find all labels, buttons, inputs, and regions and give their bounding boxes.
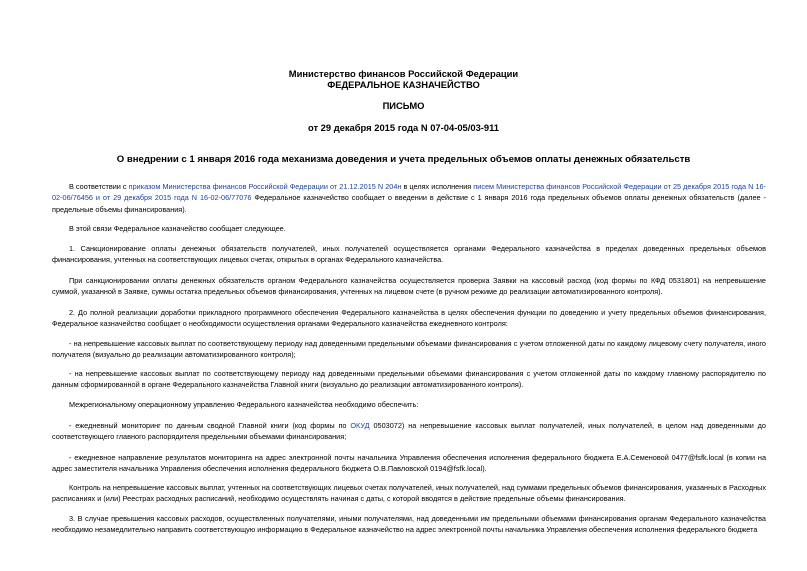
paragraph-text: - ежедневный мониторинг по данным сводной Главной книги (код формы по: [69, 421, 351, 430]
paragraph-text: В соответствии с: [69, 182, 129, 191]
paragraph-8: Межрегиональному операционному управлению Федерального казначейства необходимо обеспечить:: [69, 400, 419, 409]
okud-link[interactable]: ОКУД: [350, 421, 370, 430]
paragraph-text: в целях исполнения: [401, 182, 474, 191]
doc-date-number: от 29 декабря 2015 года N 07-04-05/03-911: [307, 122, 500, 133]
paragraph-12: 3. В случае превышения кассовых расходов, осуществленных получателями, иными получателями, над доведенными им предельными объемами финансирования органам Федерального казначейства необходимо незамедлительно направить соответствующую информацию в Федеральное казначейство на адрес электронной почты начальника Управления обеспечения исполнения федерального бюджета: [52, 514, 766, 535]
paragraph-7: - на непревышение кассовых выплат по соответствующему периоду над доведенными предельными объемами финансирования с учетом отложенной даты по каждому главному распорядителю по данным сформированной в органе Федерального казначейства Главной книги (визуально до реализации автоматизированного контроля).: [52, 369, 766, 390]
paragraph-text: 0503072) на непревышение кассовых выплат получателей, иных получателей, в целом над доведенными до соответствующего главного распорядителя предельными объемами финансирования;: [52, 421, 766, 442]
paragraph-5: 2. До полной реализации доработки прикладного программного обеспечения Федерального казначейства в целях обеспечения функции по доведению и учету предельных объемов финансирования, Федеральное казначейство сообщает о необходимости осуществления органами Федерального казначейства ежедневного контроля:: [52, 308, 766, 329]
paragraph-4: При санкционировании оплаты денежных обязательств органом Федерального казначейства осуществляется проверка Заявки на кассовый расход (код формы по КФД 0531801) на непревышение суммой, указанной в Заявке, суммы остатка предельных объемов финансирования, учтенных на лицевом счете (в ручном режиме до реализации автоматизированного контроля).: [52, 276, 766, 297]
ministry-letters-link[interactable]: писем Министерства финансов Российской Федерации от 25 декабря 2015 года N 16-02-06/76456 и от 29 декабря 2015 года N 16-02-06/77076: [52, 182, 766, 203]
paragraph-3: 1. Санкционирование оплаты денежных обязательств получателей, иных получателей осуществляется органами Федерального казначейства в пределах доведенных предельных объемов финансирования, учтенных на соответствующих лицевых счетах, открытых в органах Федерального казначейства.: [52, 244, 766, 265]
paragraph-2: В этой связи Федеральное казначейство сообщает следующее.: [69, 224, 286, 233]
paragraph-10: - ежедневное направление результатов мониторинга на адрес электронной почты начальника Управления обеспечения исполнения федерального бюджета Е.А.Семеновой 0477@fsfk.local (в копии на адрес заместителя начальника Управления обеспечения исполнения федерального бюджета О.В.Павловской 0194@fsfk.local).: [52, 453, 766, 474]
paragraph-text: Федеральное казначейство сообщает о введении в действие с 1 января 2016 года предельных объемов оплаты денежных обязательств (далее - предельные объемы финансирования).: [52, 193, 766, 214]
paragraph-6: - на непревышение кассовых выплат по соответствующему периоду над доведенными предельными объемами финансирования с учетом отложенной даты по каждому лицевому счету получателя, иного получателя (визуально до реализации автоматизированного контроля);: [52, 339, 766, 360]
agency-name: ФЕДЕРАЛЬНОЕ КАЗНАЧЕЙСТВО: [327, 79, 480, 90]
order-204n-link[interactable]: приказом Министерства финансов Российской Федерации от 21.12.2015 N 204н: [128, 182, 402, 191]
paragraph-9: [52, 420, 766, 443]
paragraph-intro: [52, 181, 766, 215]
doc-title: О внедрении с 1 января 2016 года механизма доведения и учета предельных объемов оплаты денежных обязательств: [116, 154, 691, 165]
ministry-name: Министерство финансов Российской Федерации: [288, 68, 519, 79]
paragraph-11: Контроль на непревышение кассовых выплат, учтенных на соответствующих лицевых счетах получателей, иных получателей, над суммами предельных объемов финансирования, указанных в Расходных расписаниях и (или) Реестрах расходных расписаний, необходимо осуществлять начиная с даты, с которой вводятся в действие предельные объемы финансирования.: [52, 483, 766, 504]
doc-type: ПИСЬМО: [382, 100, 425, 111]
